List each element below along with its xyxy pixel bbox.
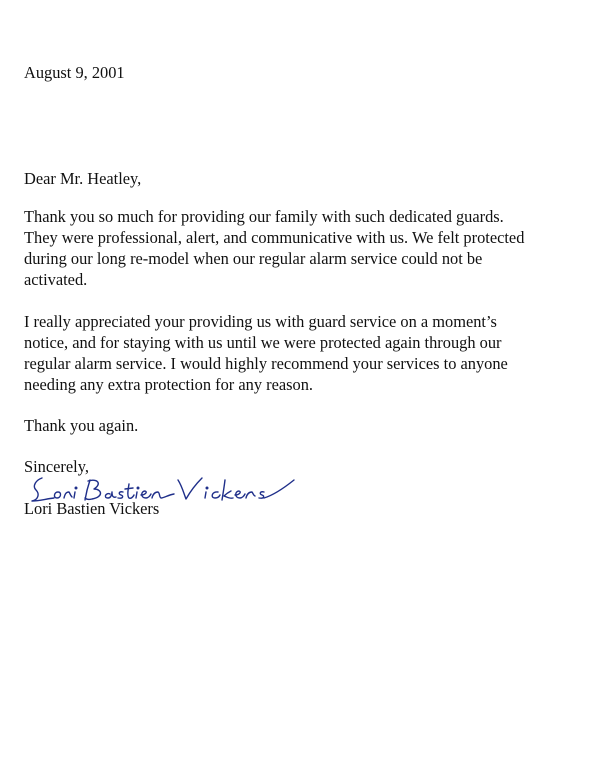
closing: Sincerely, xyxy=(24,457,89,476)
paragraph-2 xyxy=(24,311,580,395)
paragraph-line: needing any extra protection for any reason. xyxy=(24,375,313,394)
paragraph-line: regular alarm service. I would highly recommend your services to anyone xyxy=(24,354,508,373)
paragraph-line: notice, and for staying with us until we were protected again through our xyxy=(24,333,502,352)
paragraph-line: They were professional, alert, and communicative with us. We felt protected xyxy=(24,228,525,247)
paragraph-line: during our long re-model when our regular alarm service could not be xyxy=(24,249,483,268)
paragraph-line: Thank you again. xyxy=(24,416,139,435)
letter-date: August 9, 2001 xyxy=(24,63,125,82)
paragraph-line: activated. xyxy=(24,270,88,289)
signer-name: Lori Bastien Vickers xyxy=(24,499,160,518)
salutation: Dear Mr. Heatley, xyxy=(24,169,142,188)
paragraph-line: I really appreciated your providing us with guard service on a moment’s xyxy=(24,312,497,331)
letter xyxy=(24,0,584,776)
paragraph-3 xyxy=(24,415,580,436)
paragraph-1 xyxy=(24,206,580,290)
paragraph-line: Thank you so much for providing our family with such dedicated guards. xyxy=(24,207,504,226)
